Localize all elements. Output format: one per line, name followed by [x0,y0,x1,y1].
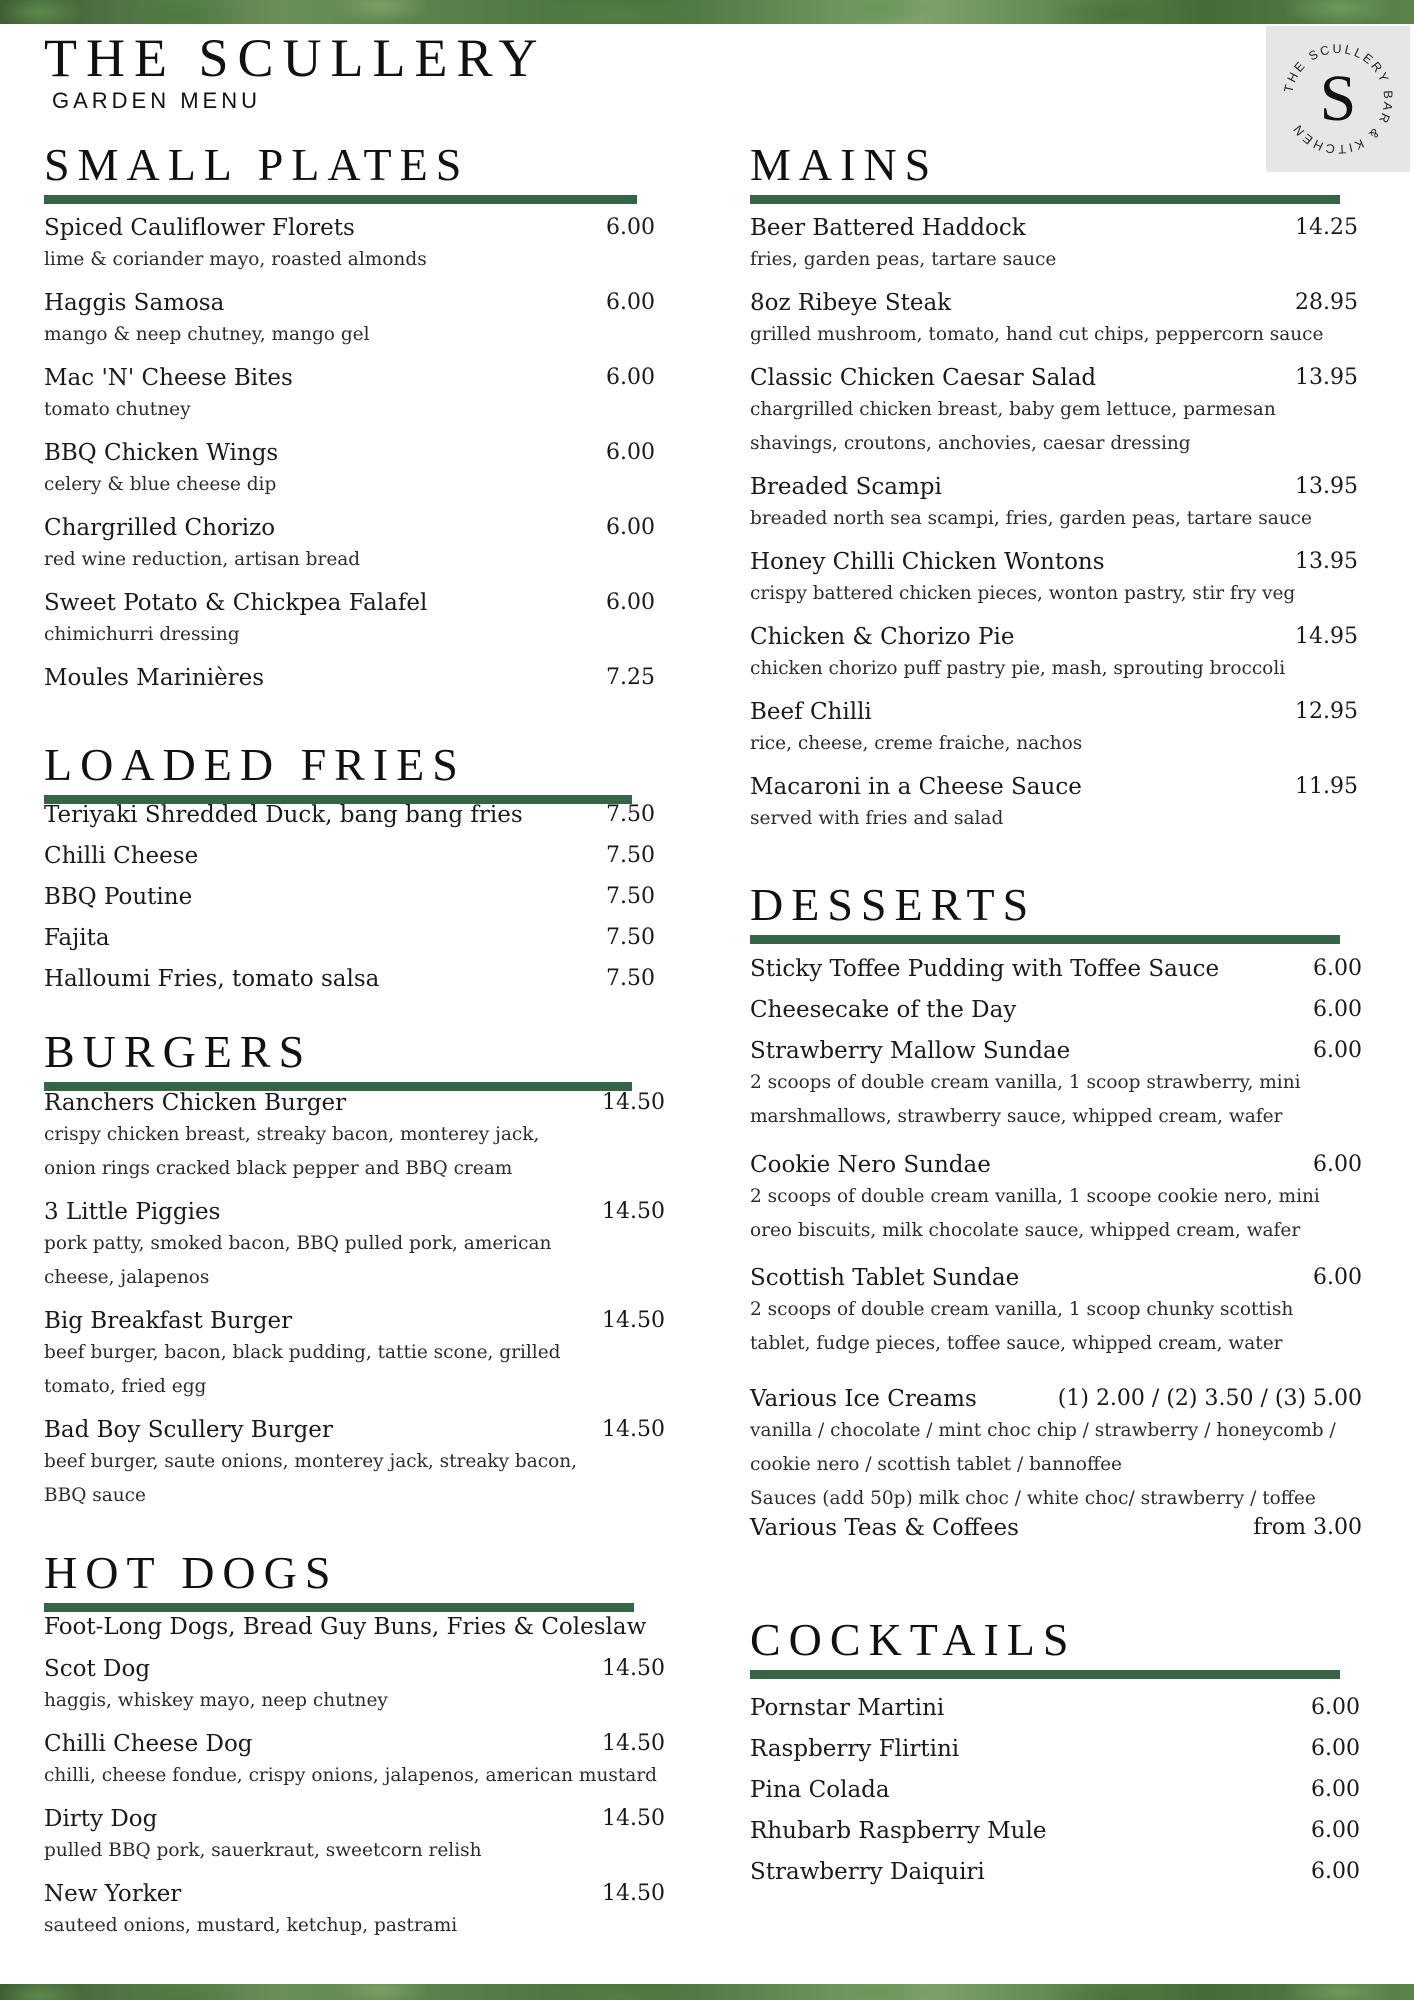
section-title: HOT DOGS [44,1547,339,1598]
menu-item-description: crispy chicken breast, streaky bacon, monterey jack, [44,1124,540,1145]
menu-item-price: 14.50 [602,1308,665,1333]
menu-item-description: cookie nero / scottish tablet / bannoffee [750,1454,1122,1475]
menu-item-description: celery & blue cheese dip [44,474,277,495]
menu-item-name: Big Breakfast Burger [44,1308,293,1334]
menu-item-name: Mac 'N' Cheese Bites [44,365,293,391]
menu-item-name: Spiced Cauliflower Florets [44,215,355,241]
section-cocktails [750,1615,1370,1679]
menu-item-name: Dirty Dog [44,1806,158,1832]
menu-item-description: rice, cheese, creme fraiche, nachos [750,733,1083,754]
menu-item-name: Fajita [44,925,110,951]
menu-item-price: 12.95 [1295,699,1358,724]
menu-item-name: Ranchers Chicken Burger [44,1090,347,1116]
menu-item-description: shavings, croutons, anchovies, caesar dressing [750,433,1191,454]
menu-item-name: Haggis Samosa [44,290,225,316]
menu-item-name: Beer Battered Haddock [750,215,1026,241]
menu-item-name: Raspberry Flirtini [750,1736,960,1762]
menu-item-description: oreo biscuits, milk chocolate sauce, whipped cream, wafer [750,1220,1301,1241]
menu-item-price: 6.00 [606,365,655,390]
menu-item-description: beef burger, bacon, black pudding, tattie scone, grilled [44,1342,561,1363]
menu-item-description: red wine reduction, artisan bread [44,549,361,570]
menu-item-price: 28.95 [1295,290,1358,315]
section-divider [750,935,1340,944]
menu-item-description: 2 scoops of double cream vanilla, 1 scoope cookie nero, mini [750,1186,1320,1207]
menu-item-description: vanilla / chocolate / mint choc chip / strawberry / honeycomb / [750,1420,1336,1441]
menu-item-price: 6.00 [606,440,655,465]
menu-item-name: Various Teas & Coffees [750,1515,1019,1541]
menu-item-name: Chicken & Chorizo Pie [750,624,1015,650]
menu-item-description: breaded north sea scampi, fries, garden peas, tartare sauce [750,508,1312,529]
menu-item-description: tomato chutney [44,399,191,420]
menu-item-description: BBQ sauce [44,1485,146,1506]
menu-item-price: 14.50 [602,1806,665,1831]
menu-item-price: 13.95 [1295,365,1358,390]
brand-header [44,30,547,114]
restaurant-name: THE SCULLERY [44,28,547,88]
menu-item-name: Moules Marinières [44,665,265,691]
menu-item-description: chimichurri dressing [44,624,240,645]
menu-item-description: mango & neep chutney, mango gel [44,324,370,345]
menu-item-price: 7.50 [606,925,655,950]
section-divider [750,195,1340,204]
menu-item-price: 7.50 [606,843,655,868]
menu-item-description: haggis, whiskey mayo, neep chutney [44,1690,388,1711]
menu-item-name: New Yorker [44,1881,182,1907]
menu-item-price: 6.00 [1313,997,1362,1022]
menu-item-price: 6.00 [1313,1038,1362,1063]
menu-item-description: lime & coriander mayo, roasted almonds [44,249,427,270]
menu-item-name: Beef Chilli [750,699,872,725]
menu-item-name: Rhubarb Raspberry Mule [750,1818,1047,1844]
menu-item-name: Bad Boy Scullery Burger [44,1417,333,1443]
menu-item-price: 6.00 [1311,1695,1360,1720]
menu-item-name: Sweet Potato & Chickpea Falafel [44,590,428,616]
menu-item-price: 6.00 [1311,1736,1360,1761]
menu-item-description: pulled BBQ pork, sauerkraut, sweetcorn relish [44,1840,482,1861]
section-title: LOADED FRIES [44,739,466,790]
menu-item-price: 7.50 [606,966,655,991]
menu-item-description: cheese, jalapenos [44,1267,210,1288]
menu-item-name: Honey Chilli Chicken Wontons [750,549,1105,575]
menu-item-name: Strawberry Daiquiri [750,1859,985,1885]
menu-item-price: 13.95 [1295,549,1358,574]
menu-item-price: 14.50 [602,1881,665,1906]
logo-letter: S [1319,62,1357,135]
menu-item-name: Scottish Tablet Sundae [750,1265,1020,1291]
section-title: COCKTAILS [750,1614,1077,1665]
menu-item-description: beef burger, saute onions, monterey jack, streaky bacon, [44,1451,578,1472]
menu-item-price: 6.00 [1313,956,1362,981]
menu-item-price: 14.50 [602,1090,665,1115]
leaf-border-bottom [0,1984,1414,2000]
menu-item-description: 2 scoops of double cream vanilla, 1 scoop chunky scottish [750,1299,1294,1320]
menu-item-name: Breaded Scampi [750,474,942,500]
menu-item-description: sauteed onions, mustard, ketchup, pastrami [44,1915,458,1936]
menu-item-description: chargrilled chicken breast, baby gem lettuce, parmesan [750,399,1276,420]
menu-item-price: (1) 2.00 / (2) 3.50 / (3) 5.00 [1057,1386,1362,1411]
menu-item-name: 8oz Ribeye Steak [750,290,952,316]
menu-item-name: Chilli Cheese Dog [44,1731,253,1757]
menu-item-name: Sticky Toffee Pudding with Toffee Sauce [750,956,1220,982]
menu-item-name: Cheesecake of the Day [750,997,1017,1023]
menu-item-name: Cookie Nero Sundae [750,1152,991,1178]
menu-item-price: 7.50 [606,802,655,827]
section-title: DESSERTS [750,879,1037,930]
menu-subtitle: GARDEN MENU [52,88,262,113]
menu-item-name: Pina Colada [750,1777,890,1803]
menu-item-price: 14.50 [602,1731,665,1756]
logo-ring-text: THE SCULLERY BAR & KITCHEN [1281,41,1396,157]
menu-item-description: chilli, cheese fondue, crispy onions, jalapenos, american mustard [44,1765,658,1786]
menu-item-price: 6.00 [606,515,655,540]
section-loaded-fries [44,740,669,804]
menu-item-description: onion rings cracked black pepper and BBQ cream [44,1158,513,1179]
menu-item-name: Classic Chicken Caesar Salad [750,365,1097,391]
menu-item-name: 3 Little Piggies [44,1199,221,1225]
menu-item-description: served with fries and salad [750,808,1004,829]
menu-item-description: tomato, fried egg [44,1376,207,1397]
menu-item-description: grilled mushroom, tomato, hand cut chips, peppercorn sauce [750,324,1324,345]
menu-item-price: 14.25 [1295,215,1358,240]
menu-item-description: fries, garden peas, tartare sauce [750,249,1057,270]
menu-item-name: Chilli Cheese [44,843,199,869]
menu-item-description: marshmallows, strawberry sauce, whipped cream, wafer [750,1106,1283,1127]
section-hot-dogs [44,1548,669,1612]
section-title: BURGERS [44,1026,313,1077]
menu-item-description: chicken chorizo puff pastry pie, mash, sprouting broccoli [750,658,1286,679]
section-intro: Foot-Long Dogs, Bread Guy Buns, Fries & Coleslaw [44,1614,647,1640]
menu-item-name: Macaroni in a Cheese Sauce [750,774,1082,800]
section-mains [750,140,1370,204]
menu-item-name: BBQ Poutine [44,884,193,910]
menu-item-price: 14.50 [602,1656,665,1681]
menu-item-price: 13.95 [1295,474,1358,499]
menu-item-description: crispy battered chicken pieces, wonton pastry, stir fry veg [750,583,1296,604]
section-title: SMALL PLATES [44,139,470,190]
menu-item-description: tablet, fudge pieces, toffee sauce, whipped cream, water [750,1333,1283,1354]
menu-item-name: BBQ Chicken Wings [44,440,279,466]
section-burgers [44,1027,669,1091]
menu-item-price: 11.95 [1295,774,1358,799]
section-divider [44,1603,634,1612]
menu-item-price: 14.50 [602,1417,665,1442]
menu-item-price: 14.50 [602,1199,665,1224]
menu-item-price: 6.00 [1311,1859,1360,1884]
menu-item-name: Halloumi Fries, tomato salsa [44,966,380,992]
section-divider [44,195,637,204]
menu-item-price: 6.00 [606,590,655,615]
menu-item-name: Scot Dog [44,1656,151,1682]
menu-item-name: Chargrilled Chorizo [44,515,276,541]
menu-item-name: Teriyaki Shredded Duck, bang bang fries [44,802,523,828]
section-small-plates [44,140,669,204]
menu-item-price: 6.00 [606,215,655,240]
menu-item-description: 2 scoops of double cream vanilla, 1 scoop strawberry, mini [750,1072,1301,1093]
menu-item-description: pork patty, smoked bacon, BBQ pulled pork, american [44,1233,552,1254]
menu-item-price: 6.00 [1311,1777,1360,1802]
leaf-border-top [0,0,1414,24]
section-divider [750,1670,1340,1679]
menu-item-price: 6.00 [606,290,655,315]
menu-item-price: 6.00 [1311,1818,1360,1843]
menu-item-description: Sauces (add 50p) milk choc / white choc/ strawberry / toffee [750,1488,1316,1509]
menu-item-price: from 3.00 [1253,1515,1362,1540]
section-title: MAINS [750,139,939,190]
menu-item-name: Pornstar Martini [750,1695,945,1721]
menu-item-price: 14.95 [1295,624,1358,649]
menu-item-price: 7.50 [606,884,655,909]
menu-item-price: 7.25 [606,665,655,690]
menu-item-name: Strawberry Mallow Sundae [750,1038,1071,1064]
menu-item-name: Various Ice Creams [750,1386,977,1412]
menu-item-price: 6.00 [1313,1152,1362,1177]
menu-item-price: 6.00 [1313,1265,1362,1290]
section-desserts [750,880,1370,944]
